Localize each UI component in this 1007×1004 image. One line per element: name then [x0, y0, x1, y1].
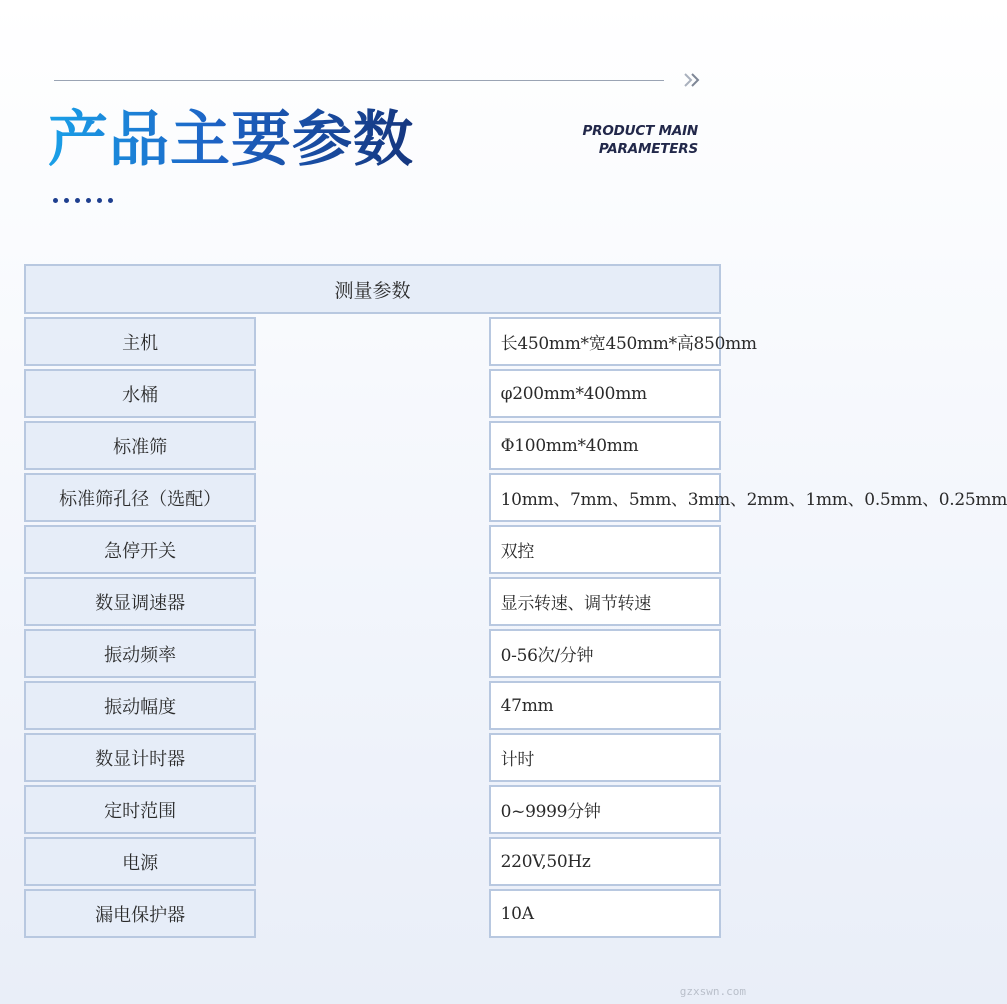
table-row: [24, 681, 721, 730]
table-row: [24, 577, 721, 626]
table-row: [24, 889, 721, 938]
table-row: [24, 421, 721, 470]
parameters-table: [24, 261, 1007, 941]
cell-gap: [256, 785, 488, 834]
parameter-value: 0-56次/分钟: [489, 629, 721, 678]
parameter-label: 电源: [24, 837, 256, 886]
dot: [64, 198, 69, 203]
parameter-label: 数显计时器: [24, 733, 256, 782]
parameter-value: 0~9999分钟: [489, 785, 721, 834]
cell-gap: [256, 317, 488, 366]
english-subtitle-line1: PRODUCT MAIN: [582, 123, 698, 139]
parameter-label: 振动幅度: [24, 681, 256, 730]
watermark: gzxswn.com: [679, 985, 746, 998]
parameter-label: 急停开关: [24, 525, 256, 574]
parameter-value: 220V,50Hz: [489, 837, 721, 886]
page-title: 产品主要参数: [48, 105, 414, 175]
cell-gap: [256, 837, 488, 886]
cell-gap: [256, 629, 488, 678]
parameter-label: 主机: [24, 317, 256, 366]
table-heading: 测量参数: [24, 264, 721, 314]
cell-gap: [256, 577, 488, 626]
parameter-label: 定时范围: [24, 785, 256, 834]
cell-gap: [256, 733, 488, 782]
cell-gap: [256, 525, 488, 574]
header-divider-line: [54, 80, 664, 81]
cell-gap: [256, 681, 488, 730]
cell-gap: [256, 473, 488, 522]
table-body: [24, 317, 1007, 938]
parameter-value: 双控: [489, 525, 721, 574]
table-row: [24, 837, 721, 886]
dot: [97, 198, 102, 203]
dot: [75, 198, 80, 203]
parameter-label: 标准筛: [24, 421, 256, 470]
chevron-right-icon: [680, 68, 704, 92]
cell-gap: [256, 369, 488, 418]
dot: [53, 198, 58, 203]
parameter-label: 标准筛孔径（选配）: [24, 473, 256, 522]
dot: [86, 198, 91, 203]
table-row: [24, 629, 721, 678]
parameter-label: 水桶: [24, 369, 256, 418]
parameter-value: 10A: [489, 889, 721, 938]
parameter-value: 长450mm*宽450mm*高850mm: [489, 317, 721, 366]
parameter-value: 47mm: [489, 681, 721, 730]
parameter-label: 振动频率: [24, 629, 256, 678]
cell-gap: [256, 421, 488, 470]
dot: [108, 198, 113, 203]
parameter-value: φ200mm*400mm: [489, 369, 721, 418]
parameter-label: 漏电保护器: [24, 889, 256, 938]
table-header-row: [24, 264, 721, 314]
parameter-value: Φ100mm*40mm: [489, 421, 721, 470]
english-subtitle: [582, 122, 698, 158]
parameter-value: 计时: [489, 733, 721, 782]
decorative-dots: [53, 198, 113, 203]
table-row: [24, 525, 721, 574]
parameter-value: 显示转速、调节转速: [489, 577, 721, 626]
table-row: [24, 473, 721, 522]
english-subtitle-line2: PARAMETERS: [598, 141, 698, 157]
table-row: [24, 369, 721, 418]
table-row: [24, 733, 721, 782]
parameter-label: 数显调速器: [24, 577, 256, 626]
table-row: [24, 317, 721, 366]
table-row: [24, 785, 721, 834]
parameter-value: 10mm、7mm、5mm、3mm、2mm、1mm、0.5mm、0.25mm: [489, 473, 721, 522]
cell-gap: [256, 889, 488, 938]
